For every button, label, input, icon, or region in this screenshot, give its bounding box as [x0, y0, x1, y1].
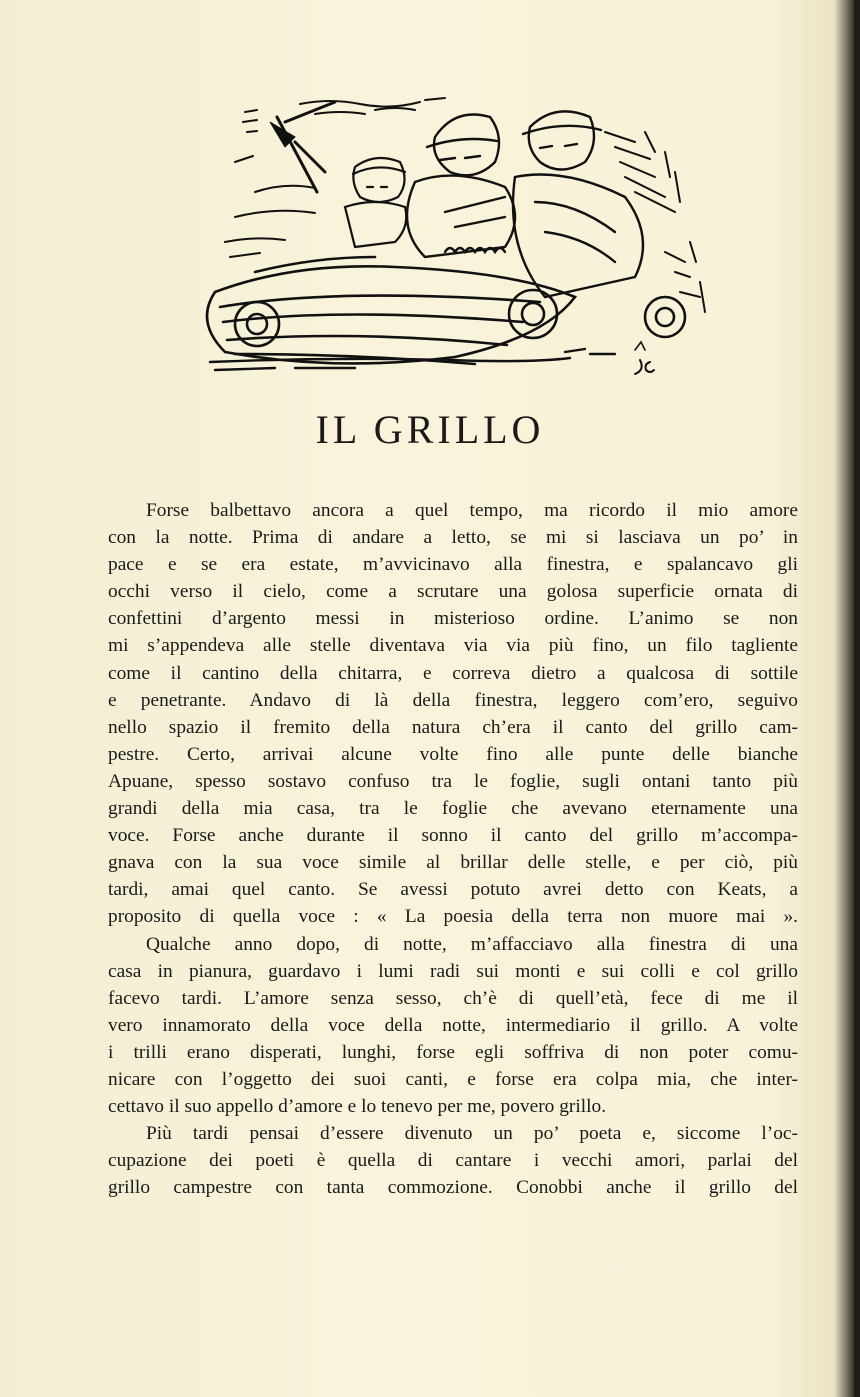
- text-line: pestre. Certo, arrivai alcune volte fino alle punte delle bianche: [108, 743, 798, 765]
- text-line: pace e se era estate, m’avvicinavo alla finestra, e spalancavo gli: [108, 554, 798, 576]
- page-edge: [854, 0, 860, 1397]
- text-line: come il cantino della chitarra, e correva dietro a qualcosa di sottile: [108, 662, 798, 684]
- text-line: vero innamorato della voce della notte, intermediario il grillo. A volte: [108, 1014, 798, 1036]
- text-line: cettavo il suo appello d’amore e lo tenevo per me, povero grillo.: [108, 1096, 607, 1118]
- page-title: IL GRILLO: [315, 407, 545, 452]
- text-line: Forse balbettavo ancora a quel tempo, ma ricordo il mio amore: [146, 500, 798, 521]
- text-line: Qualche anno dopo, di notte, m’affacciavo alla finestra di una: [146, 933, 798, 955]
- text-line: i trilli erano disperati, lunghi, forse egli soffriva di non poter comu-: [108, 1041, 798, 1063]
- text-line: voce. Forse anche durante il sonno il canto del grillo m’accompa-: [108, 825, 798, 847]
- motorcycle-sidecar-illustration: [195, 92, 725, 382]
- text-line: facevo tardi. L’amore senza sesso, ch’è di quell’età, fece di me il: [108, 987, 798, 1009]
- text-line: gnava con la sua voce simile al brillar delle stelle, e per ciò, più: [108, 852, 798, 874]
- text-line: nello spazio il fremito della natura ch’era il canto del grillo cam-: [108, 716, 798, 738]
- text-line: casa in pianura, guardavo i lumi radi sui monti e sui colli e col grillo: [108, 960, 798, 982]
- text-line: confettini d’argento messi in misterioso ordine. L’animo se non: [108, 608, 798, 630]
- text-line: mi s’appendeva alle stelle diventava via via più fino, un filo tagliente: [108, 635, 798, 657]
- body-text: [108, 497, 798, 1201]
- text-line: tardi, amai quel canto. Se avessi potuto avrei detto con Keats, a: [108, 879, 798, 901]
- text-line: Più tardi pensai d’essere divenuto un po’ poeta e, siccome l’oc-: [146, 1123, 798, 1145]
- text-line: cupazione dei poeti è quella di cantare i vecchi amori, parlai del: [108, 1150, 798, 1172]
- text-line: nicare con l’oggetto dei suoi canti, e forse era colpa mia, che inter-: [108, 1068, 798, 1090]
- text-line: e penetrante. Andavo di là della finestra, leggero com’ero, seguivo: [108, 689, 798, 711]
- text-line: grandi della mia casa, tra le foglie che avevano eternamente una: [108, 798, 798, 820]
- text-line: proposito di quella voce : « La poesia della terra non muore mai ».: [108, 906, 798, 928]
- text-line: con la notte. Prima di andare a letto, se mi si lasciava un po’ in: [108, 527, 798, 549]
- text-line: occhi verso il cielo, come a scrutare una golosa superficie ornata di: [108, 581, 798, 603]
- text-line: Apuane, spesso sostavo confuso tra le foglie, sugli ontani tanto più: [108, 770, 798, 792]
- text-line: grillo campestre con tanta commozione. Conobbi anche il grillo del: [108, 1177, 798, 1199]
